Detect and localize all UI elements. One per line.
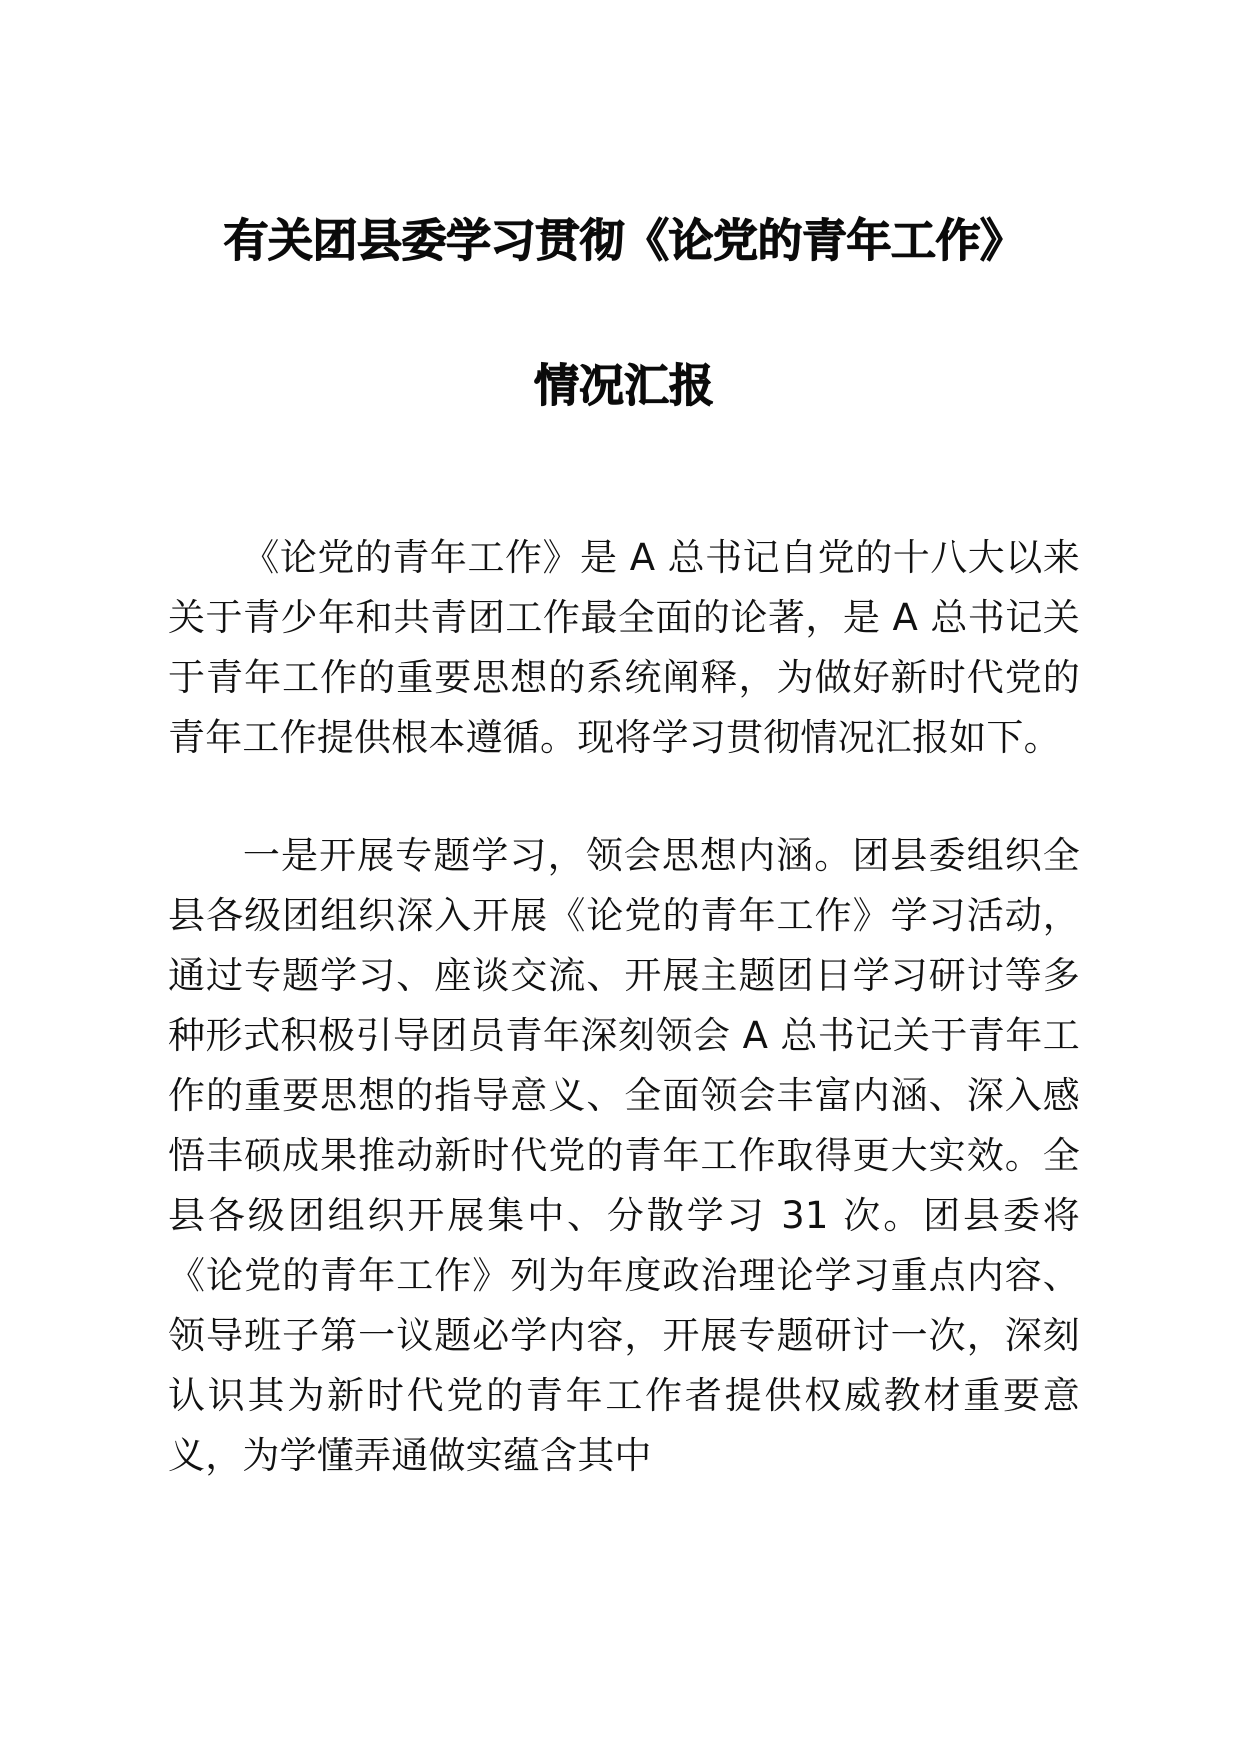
paragraph-1 [168,528,1080,768]
paragraph-1-text: 《论党的青年工作》是 A 总书记自党的十八大以来关于青少年和共青团工作最全面的论著，是 A 总书记关于青年工作的重要思想的系统阐释，为做好新时代党的青年工作提供根本遵循。现将学习贯彻情况汇报如下。 [168,536,1080,759]
paragraph-2 [168,826,1080,1486]
page-title-line-1: 有关团县委学习贯彻《论党的青年工作》 [223,214,1025,267]
page-title-line-2: 情况汇报 [533,359,714,412]
page-title [168,168,1080,458]
document-body [168,528,1080,1486]
paragraph-2-text: 一是开展专题学习，领会思想内涵。团县委组织全县各级团组织深入开展《论党的青年工作》学习活动，通过专题学习、座谈交流、开展主题团日学习研讨等多种形式积极引导团员青年深刻领会 A 总书记关于青年工作的重要思想的指导意义、全面领会丰富内涵、深入感悟丰硕成果推动新时代党的青年工作取得更大实效。全县各级团组织开展集中、分散学习 31 次。团县委将《论党的青年工作》列为年度政治理论学习重点内容、领导班子第一议题必学内容，开展专题研讨一次，深刻认识其为新时代党的青年工作者提供权威教材重要意义，为学懂弄通做实蕴含其中 [168,834,1080,1477]
